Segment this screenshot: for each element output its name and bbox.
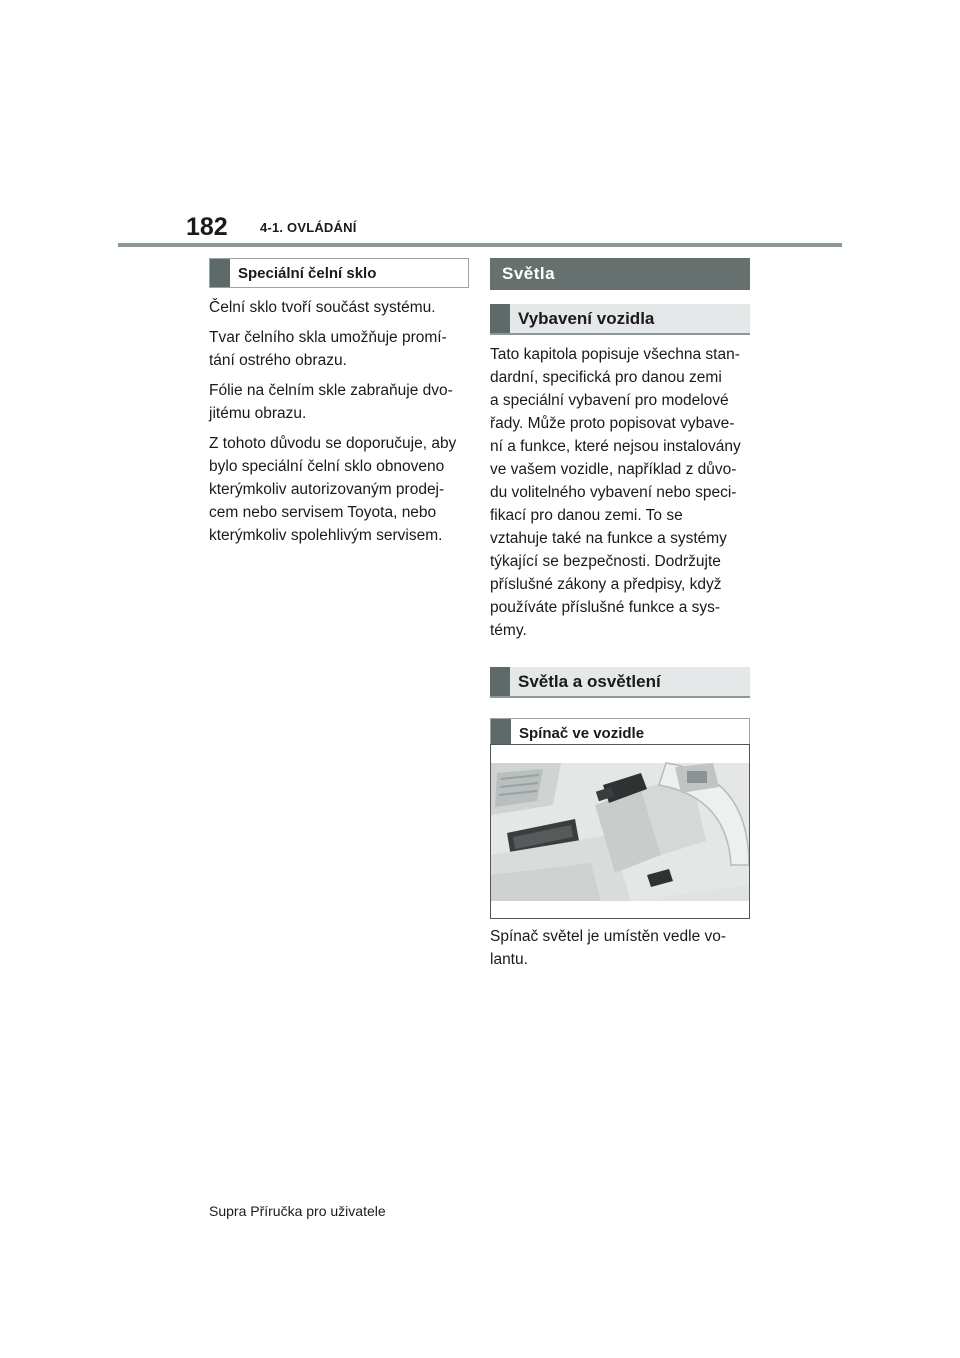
page-number: 182 — [186, 213, 228, 241]
paragraph: Čelní sklo tvoří součást systému. — [209, 299, 436, 316]
heading-marker — [490, 304, 510, 333]
paragraph: Tvar čelního skla umožňuje promí- tání ostrého obrazu. — [209, 329, 447, 369]
main-heading-title: Světla — [502, 264, 556, 283]
heading-marker — [210, 259, 230, 287]
heading-marker — [491, 719, 511, 747]
subheading-title: Světla a osvětlení — [518, 671, 661, 691]
subheading-title: Vybavení vozidla — [518, 308, 655, 328]
dashboard-drawing — [491, 745, 749, 918]
paragraph: Z tohoto důvodu se doporučuje, aby bylo speciální čelní sklo obnoveno kterýmkoliv autorizovaným prodej- cem nebo servisem Toyota, nebo kterýmkoliv spolehlivým servisem. — [209, 435, 457, 544]
footer-text: Supra Příručka pro uživatele — [209, 1203, 386, 1219]
heading-special-windshield — [209, 258, 469, 288]
light-switch-illustration — [490, 744, 750, 919]
paragraph: Fólie na čelním skle zabraňuje dvo- jitému obrazu. — [209, 382, 453, 422]
subheading-lights-and-illumination — [490, 667, 750, 698]
heading-title: Spínač ve vozidle — [519, 724, 645, 742]
paragraph: Tato kapitola popisuje všechna stan- dardní, specifická pro danou zemi a speciální vybavení pro modelové řady. Může proto popisovat vybave- ní a funkce, které nejsou instalovány ve vašem vozidle, například z důvo- du volitelného vybavení nebo speci- fikací pro danou zemi. To se vztahuje také na funkce a systémy týkající se bezpečnosti. Dodržujte příslušné zákony a předpisy, když používáte příslušné funkce a sys- témy. — [490, 346, 741, 639]
heading-marker — [490, 667, 510, 696]
heading-title: Speciální čelní sklo — [238, 264, 377, 282]
subheading-vehicle-equipment — [490, 304, 750, 335]
main-heading-lights — [490, 258, 750, 290]
header-divider — [118, 243, 842, 247]
right-column — [490, 258, 750, 748]
figure-caption: Spínač světel je umístěn vedle vo- lantu. — [490, 928, 727, 968]
left-column — [209, 258, 469, 554]
section-label: 4-1. OVLÁDÁNÍ — [260, 220, 357, 235]
